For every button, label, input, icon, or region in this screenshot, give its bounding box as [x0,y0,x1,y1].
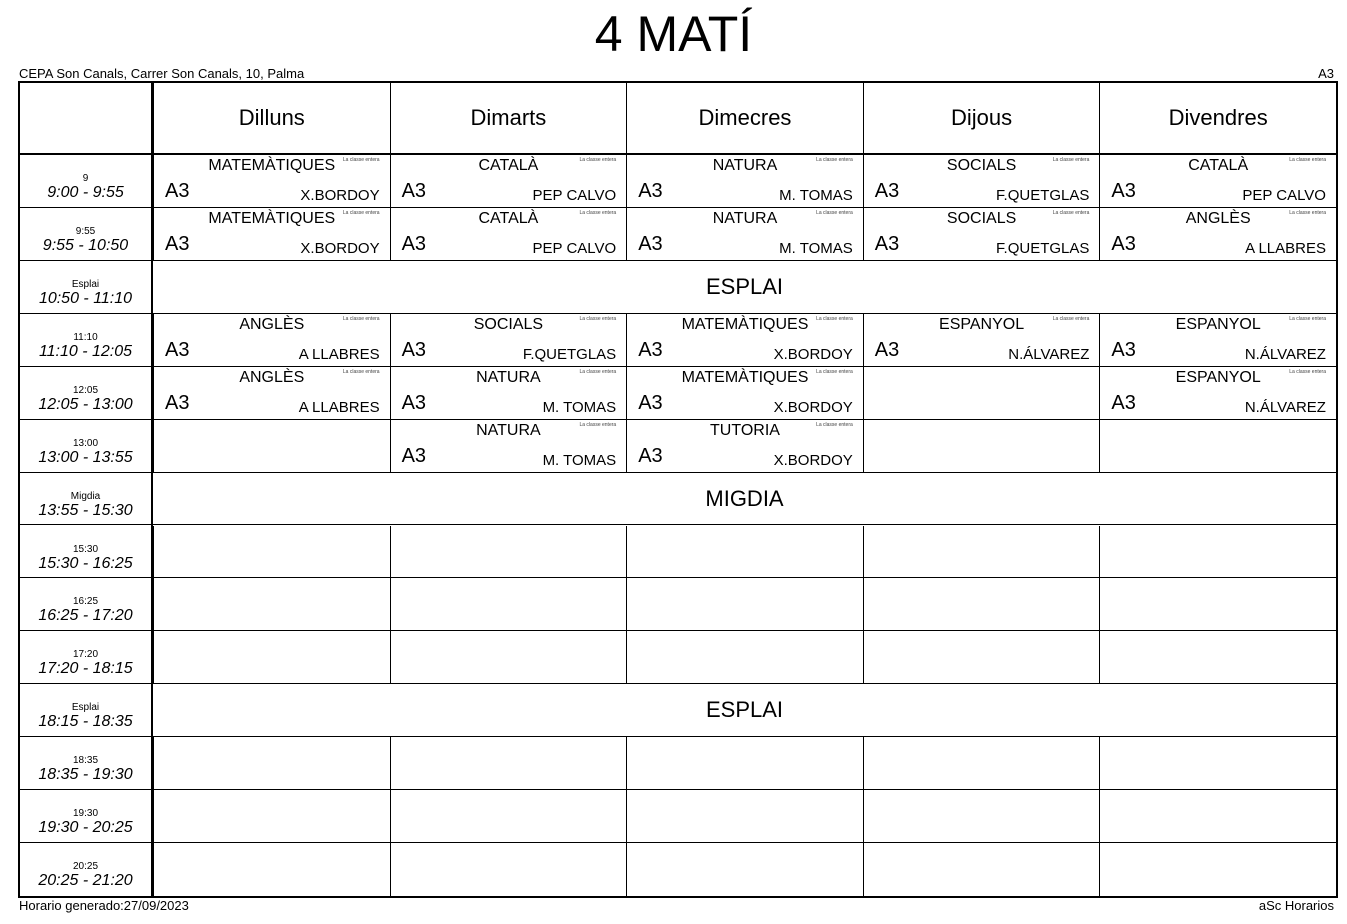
empty-cell [153,737,390,789]
day-header-row [20,83,1336,155]
lesson-teacher: F.QUETGLAS [522,345,617,363]
period-time-cell [20,684,151,736]
lesson-room: A3 [165,180,190,202]
period-range: 19:30 - 20:25 [38,819,133,837]
lesson-teacher: N.ÁLVAREZ [1244,345,1326,363]
empty-cell [1099,526,1336,578]
period-label: 12:05 [72,384,99,396]
period-time-cell [20,420,151,472]
lesson-teacher: X.BORDOY [773,398,853,416]
period-time-cell [20,473,151,525]
period-range: 18:15 - 18:35 [38,713,133,731]
empty-cell [1099,737,1336,789]
period-label: 9 [82,173,89,184]
lesson-subject: ESPANYOL [1175,315,1261,333]
period-row [20,367,1336,420]
lesson-cell [1099,208,1336,260]
group-note: La classe entera [1289,209,1326,216]
lesson-cell [390,367,627,419]
period-label: 17:20 [72,649,99,661]
lesson-room: A3 [401,338,427,361]
group-note: La classe entera [1052,315,1090,322]
period-label: 11:10 [73,331,98,343]
lesson-teacher: F.QUETGLAS [996,239,1090,257]
period-range: 10:50 - 11:10 [38,289,133,307]
lesson-subject: NATURA [712,209,778,227]
lesson-cell [390,155,627,207]
lesson-teacher: A LLABRES [1245,239,1326,257]
empty-cell [626,790,863,842]
period-time-cell [20,737,151,789]
lesson-subject: CATALÀ [1188,157,1249,174]
lesson-subject: CATALÀ [478,209,539,227]
lesson-teacher: PEP CALVO [1242,187,1326,204]
lesson-room: A3 [1111,391,1136,414]
empty-cell [863,578,1100,630]
empty-cell [390,578,627,630]
group-note: La classe entera [342,209,380,216]
period-label: 19:30 [72,808,99,820]
day-header-0: Dilluns [153,83,390,153]
lesson-teacher: A LLABRES [298,398,380,416]
break-cell: ESPLAI [705,273,784,299]
period-time-cell [20,261,151,313]
lesson-teacher: F.QUETGLAS [996,187,1090,204]
room-code: A3 [1318,66,1334,81]
period-time-cell [20,843,151,896]
empty-cell [626,578,863,630]
lesson-subject: SOCIALS [946,157,1017,174]
lesson-subject: NATURA [476,368,541,386]
lesson-teacher: X.BORDOY [300,239,380,257]
lesson-cell [863,314,1100,366]
period-row [20,473,1336,526]
lesson-cell [626,367,863,419]
empty-cell [1099,843,1336,896]
lesson-subject: NATURA [476,421,541,439]
period-time-cell [20,314,151,366]
empty-cell [153,790,390,842]
group-note: La classe entera [579,421,617,428]
lesson-room: A3 [401,180,427,202]
period-time-cell [20,526,151,578]
lesson-subject: SOCIALS [473,315,544,333]
empty-cell [863,420,1100,472]
empty-cell [863,367,1100,419]
lesson-teacher: X.BORDOY [773,451,853,469]
group-note: La classe entera [1289,157,1326,163]
lesson-room: A3 [874,338,900,361]
period-label: 15:30 [72,543,99,555]
lesson-teacher: M. TOMAS [779,239,853,257]
period-label: Migdia [70,490,101,502]
generator-credit: aSc Horarios [1258,898,1334,913]
period-time-cell [20,631,151,683]
period-label: 18:35 [72,755,99,767]
lesson-room: A3 [874,232,900,255]
lesson-room: A3 [638,338,663,361]
group-note: La classe entera [579,209,617,216]
group-note: La classe entera [1289,368,1326,375]
period-range: 13:00 - 13:55 [38,448,133,466]
period-label: 20:25 [72,861,99,873]
lesson-room: A3 [165,391,190,414]
lesson-room: A3 [401,444,427,467]
empty-cell [863,790,1100,842]
school-address: CEPA Son Canals, Carrer Son Canals, 10, Palma [19,66,305,81]
period-row [20,737,1336,790]
group-note: La classe entera [579,315,617,322]
period-label: Esplai [71,278,100,290]
period-label: 13:00 [72,437,99,449]
lesson-cell [1099,367,1336,419]
period-time-cell [20,578,151,630]
lesson-room: A3 [165,232,190,255]
period-row [20,155,1336,208]
period-range: 13:55 - 15:30 [38,501,133,519]
period-range: 18:35 - 19:30 [38,766,133,784]
group-note: La classe entera [342,157,380,163]
empty-cell [153,420,390,472]
group-note: La classe entera [342,315,380,322]
empty-cell [153,843,390,896]
lesson-room: A3 [1111,180,1136,202]
lesson-subject: ANGLÈS [1185,209,1251,227]
period-range: 9:55 - 10:50 [42,236,129,254]
page-title: 4 MATÍ [594,6,753,62]
lesson-cell [153,155,390,207]
lesson-room: A3 [638,180,663,202]
timetable-grid [18,81,1338,898]
lesson-cell [153,367,390,419]
lesson-teacher: N.ÁLVAREZ [1008,345,1090,363]
period-range: 20:25 - 21:20 [38,872,133,890]
period-row [20,526,1336,579]
group-note: La classe entera [816,421,853,428]
empty-cell [1099,790,1336,842]
period-time-cell [20,790,151,842]
lesson-subject: MATEMÀTIQUES [681,315,809,333]
lesson-teacher: M. TOMAS [542,398,617,416]
empty-cell [390,631,627,683]
period-row [20,420,1336,473]
empty-cell [1099,578,1336,630]
lesson-room: A3 [874,180,900,202]
lesson-subject: MATEMÀTIQUES [681,368,809,386]
period-row [20,684,1336,737]
lesson-subject: CATALÀ [478,157,539,174]
lesson-cell [1099,155,1336,207]
lesson-subject: MATEMÀTIQUES [208,209,336,227]
lesson-cell [390,208,627,260]
lesson-cell [153,314,390,366]
lesson-cell [626,420,863,472]
break-cell: MIGDIA [705,485,784,511]
period-time-cell [20,367,151,419]
period-time-cell [20,208,151,260]
period-label: Esplai [71,702,100,714]
period-label: 16:25 [72,596,99,608]
empty-cell [153,578,390,630]
lesson-teacher: M. TOMAS [542,451,617,469]
period-range: 9:00 - 9:55 [47,184,124,201]
period-row [20,261,1336,314]
lesson-room: A3 [401,232,427,255]
group-note: La classe entera [579,157,617,163]
lesson-teacher: A LLABRES [298,345,380,363]
period-range: 16:25 - 17:20 [38,607,133,625]
lesson-teacher: M. TOMAS [779,187,853,204]
lesson-teacher: X.BORDOY [300,187,380,204]
period-row [20,314,1336,367]
day-header-1: Dimarts [390,83,627,153]
lesson-room: A3 [638,232,663,255]
period-time-cell [20,155,151,207]
group-note: La classe entera [816,209,853,216]
period-row [20,578,1336,631]
lesson-subject: TUTORIA [710,421,780,439]
empty-cell [626,526,863,578]
lesson-cell [1099,314,1336,366]
empty-cell [390,526,627,578]
empty-cell [390,737,627,789]
lesson-subject: MATEMÀTIQUES [208,157,336,174]
lesson-teacher: X.BORDOY [773,345,853,363]
lesson-room: A3 [638,391,663,414]
period-label: 9:55 [75,225,96,237]
group-note: La classe entera [816,315,853,322]
group-note: La classe entera [1052,157,1090,163]
lesson-teacher: PEP CALVO [532,187,617,204]
period-range: 11:10 - 12:05 [38,342,133,360]
lesson-cell [626,155,863,207]
period-range: 15:30 - 16:25 [38,554,133,572]
day-header-4: Divendres [1099,83,1336,153]
empty-cell [626,631,863,683]
lesson-cell [153,208,390,260]
lesson-cell [390,420,627,472]
lesson-subject: ESPANYOL [1175,368,1261,386]
empty-cell [863,843,1100,896]
period-row [20,208,1336,261]
group-note: La classe entera [1289,315,1326,322]
group-note: La classe entera [579,368,617,375]
period-row [20,631,1336,684]
lesson-room: A3 [638,444,663,467]
empty-cell [390,790,627,842]
lesson-cell [863,155,1100,207]
lesson-cell [863,208,1100,260]
day-header-3: Dijous [863,83,1100,153]
lesson-room: A3 [401,391,427,414]
lesson-cell [390,314,627,366]
lesson-room: A3 [1111,232,1136,255]
empty-cell [1099,420,1336,472]
lesson-subject: ANGLÈS [239,368,305,386]
empty-cell [153,526,390,578]
lesson-cell [626,314,863,366]
empty-cell [1099,631,1336,683]
empty-cell [626,843,863,896]
lesson-teacher: PEP CALVO [532,239,617,257]
group-note: La classe entera [1052,209,1090,216]
group-note: La classe entera [342,368,380,375]
group-note: La classe entera [816,368,853,375]
empty-cell [390,843,627,896]
generated-date: Horario generado:27/09/2023 [19,898,189,913]
period-range: 12:05 - 13:00 [38,395,133,413]
group-note: La classe entera [816,157,853,163]
empty-cell [153,631,390,683]
period-row [20,843,1336,896]
lesson-teacher: N.ÁLVAREZ [1244,398,1326,416]
lesson-cell [626,208,863,260]
lesson-room: A3 [1111,338,1136,361]
empty-cell [626,737,863,789]
empty-cell [863,526,1100,578]
empty-cell [863,631,1100,683]
period-range: 17:20 - 18:15 [38,660,133,678]
day-header-2: Dimecres [626,83,863,153]
lesson-subject: NATURA [712,157,778,174]
lesson-subject: ESPANYOL [939,315,1025,333]
lesson-subject: SOCIALS [946,209,1017,227]
period-row [20,790,1336,843]
break-cell: ESPLAI [705,697,784,723]
empty-cell [863,737,1100,789]
lesson-room: A3 [165,338,190,361]
lesson-subject: ANGLÈS [239,315,305,333]
